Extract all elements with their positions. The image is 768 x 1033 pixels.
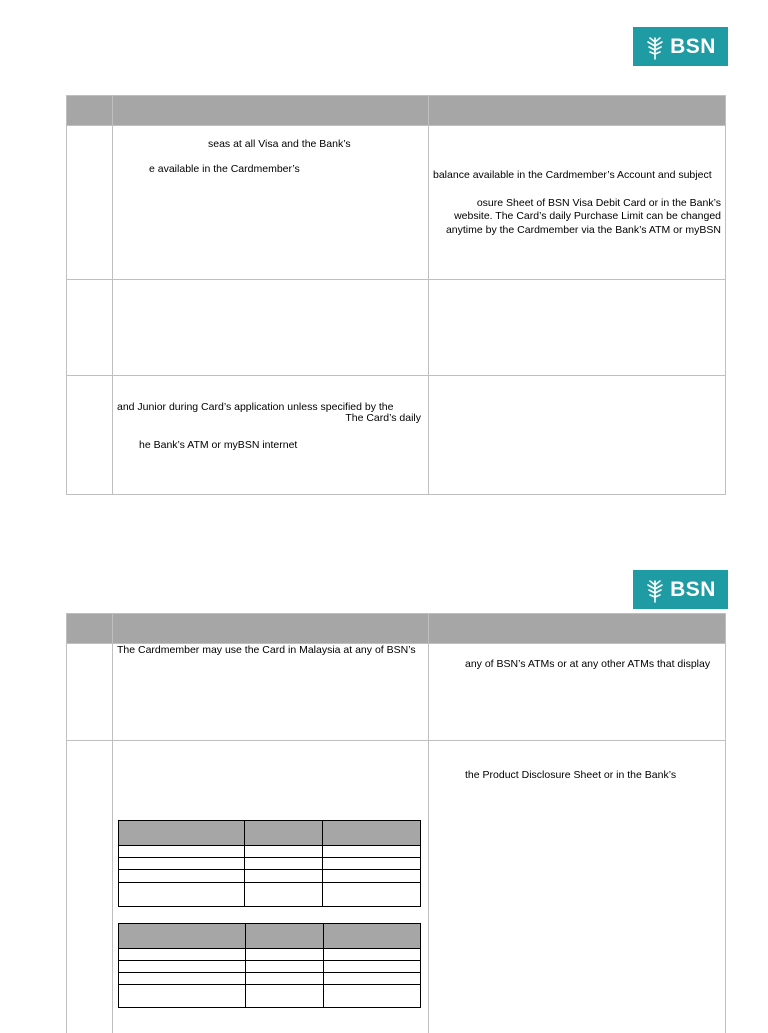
inner-table-2 [118, 923, 421, 1008]
brand-name: BSN [670, 34, 716, 58]
table-header [67, 614, 725, 643]
tree-icon [645, 577, 665, 603]
row1-col2-line1: The Cardmember may use the Card in Malaysia at any of BSN’s [117, 644, 416, 656]
row3-col2-line3: he Bank’s ATM or myBSN internet [139, 439, 298, 451]
row1-col3-line2: osure Sheet of BSN Visa Debit Card or in the Bank’s [476, 197, 721, 209]
tree-icon [645, 34, 665, 60]
brand-name: BSN [670, 577, 716, 601]
row1-col3-line4: anytime by the Cardmember via the Bank’s ATM or myBSN [445, 224, 721, 236]
bsn-logo-page-2 [633, 570, 728, 609]
product-table-page-1 [66, 95, 726, 495]
table-header [67, 96, 725, 125]
row3-col2-line2: The Card’s daily [345, 412, 421, 424]
row1-col2-line2: e available in the Cardmember’s [149, 163, 300, 175]
bsn-logo [633, 27, 728, 66]
row1-col3-line1: balance available in the Cardmember’s Account and subject [433, 169, 712, 181]
row1-col3-line3: website. The Card’s daily Purchase Limit can be changed [454, 210, 721, 222]
row3-col2-line1: and Junior during Card’s application unless specified by the [117, 401, 394, 413]
row2-col3-line1: the Product Disclosure Sheet or in the Bank’s [465, 769, 677, 781]
row1-col2-line1: seas at all Visa and the Bank’s [208, 138, 351, 150]
row1-col3-line1: any of BSN’s ATMs or at any other ATMs that display [465, 658, 711, 670]
inner-table-1 [118, 820, 421, 907]
